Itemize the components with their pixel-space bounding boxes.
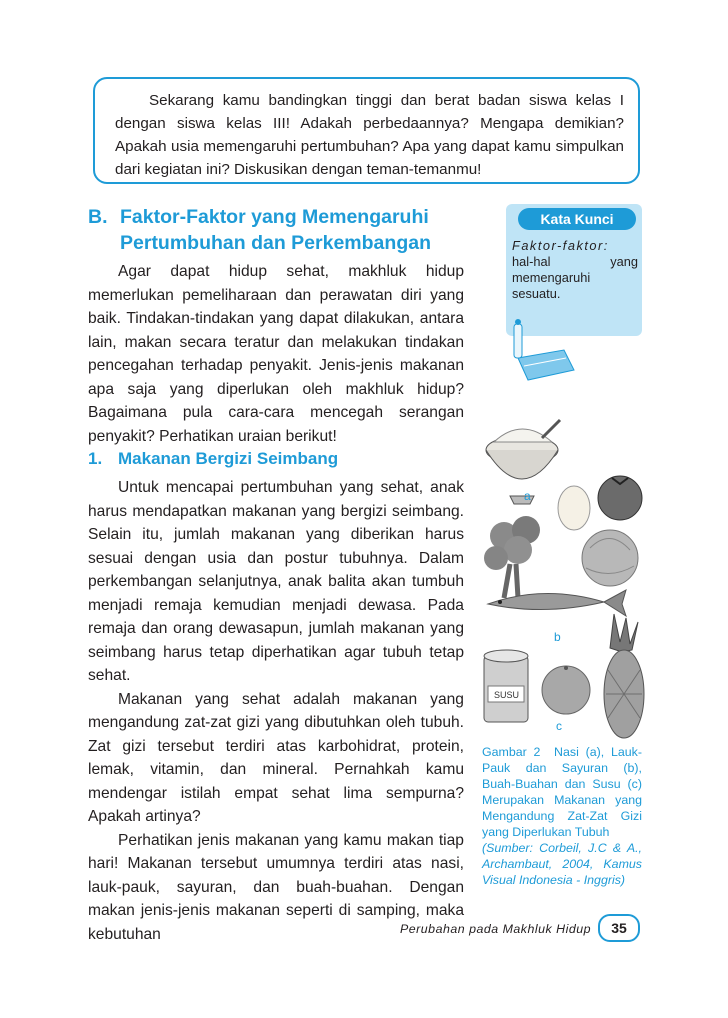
subsection-title: Makanan Bergizi Seimbang (118, 449, 339, 468)
rice-bowl-icon (486, 420, 560, 504)
subsection-body (88, 476, 464, 946)
label-a: a (524, 489, 531, 503)
pineapple-icon (604, 614, 644, 738)
caption-label: Gambar 2 (482, 745, 541, 759)
book-pen-icon (514, 319, 574, 380)
figure-caption (482, 744, 642, 888)
milk-can-icon (484, 650, 528, 722)
food-illustration (474, 318, 654, 748)
kata-kunci-body (512, 238, 638, 302)
orange-icon (542, 666, 590, 714)
milk-can-label: SUSU (494, 690, 520, 700)
subsection-paragraph-3: Perhatikan jenis makanan yang kamu makan tiap hari! Makanan tersebut umumnya terdiri atas nasi, lauk-pauk, sayuran, dan buah-buahan. Dengan makan jenis-jenis makanan seperti di samping, maka kebutuhan (88, 831, 464, 943)
section-number: B. (88, 206, 108, 228)
section-title: Faktor-Faktor yang Memengaruhi Pertumbuhan dan Perkembangan (120, 206, 431, 254)
subsection-number: 1. (88, 449, 103, 468)
section-heading (88, 204, 468, 256)
fish-icon (488, 590, 626, 616)
intro-box (93, 77, 640, 184)
kata-kunci-heading: Kata Kunci (518, 208, 636, 230)
subsection-paragraph-2: Makanan yang sehat adalah makanan yang mengandung zat-zat gizi yang dibutuhkan oleh tubuh. Zat gizi tersebut terdiri atas karbohidrat, protein, lemak, vitamin, dan mineral. Pernahkah kamu mendengar istilah empat sehat lima sempurna? Apakah artinya? (88, 690, 464, 825)
label-b: b (554, 630, 561, 644)
caption-text: Nasi (a), Lauk-Pauk dan Sayuran (b), Buah-Buahan dan Susu (c) Merupakan Makanan yang Mengandung Zat-Zat Gizi yang Diperlukan Tubuh (482, 745, 642, 839)
page-number: 35 (598, 914, 640, 942)
kata-kunci-term: Faktor-faktor: (512, 238, 609, 253)
tomato-icon (598, 476, 642, 520)
kata-kunci-definition: hal-hal yang memengaruhi sesuatu. (512, 254, 638, 301)
caption-source: (Sumber: Corbeil, J.C & A., Archambaut, 2004, Kamus Visual Indonesia - Inggris) (482, 841, 642, 887)
intro-text: Sekarang kamu bandingkan tinggi dan berat badan siswa kelas I dengan siswa kelas III! Adakah perbedaannya? Mengapa demikian? Apakah usia memengaruhi pertumbuhan? Apa yang dapat kamu simpulkan dari kegiatan ini? Diskusikan dengan teman-temanmu! (115, 92, 624, 178)
footer-chapter-title: Perubahan pada Makhluk Hidup (400, 922, 592, 936)
subsection-heading (88, 448, 338, 470)
section-body (88, 260, 464, 448)
subsection-paragraph-1: Untuk mencapai pertumbuhan yang sehat, anak harus mendapatkan makanan yang bergizi seimbang. Selain itu, jumlah makanan yang diberikan harus sesuai dengan usia dan postur tubuhnya. Dalam perkembangan selanjutnya, anak balita akan tumbuh menjadi remaja kemudian menjadi dewasa. Pada remaja dan orang dewasapun, jumlah makanan yang seimbang harus tetap diperhatikan agar tubuh tetap sehat. (88, 479, 464, 684)
cabbage-icon (582, 530, 638, 586)
label-c: c (556, 719, 562, 733)
broccoli-icon (484, 516, 540, 598)
egg-icon (558, 486, 590, 530)
section-paragraph: Agar dapat hidup sehat, makhluk hidup memerlukan pemeliharaan dan perawatan diri yang baik. Tindakan-tindakan yang dapat dilakukan, antara lain, makan secara teratur dan melakukan tindakan pencegahan terhadap penyakit. Jenis-jenis makanan apa saja yang diperlukan oleh makhluk hidup? Bagaimana pula cara-cara mencegah serangan penyakit? Perhatikan uraian berikut! (88, 263, 464, 445)
